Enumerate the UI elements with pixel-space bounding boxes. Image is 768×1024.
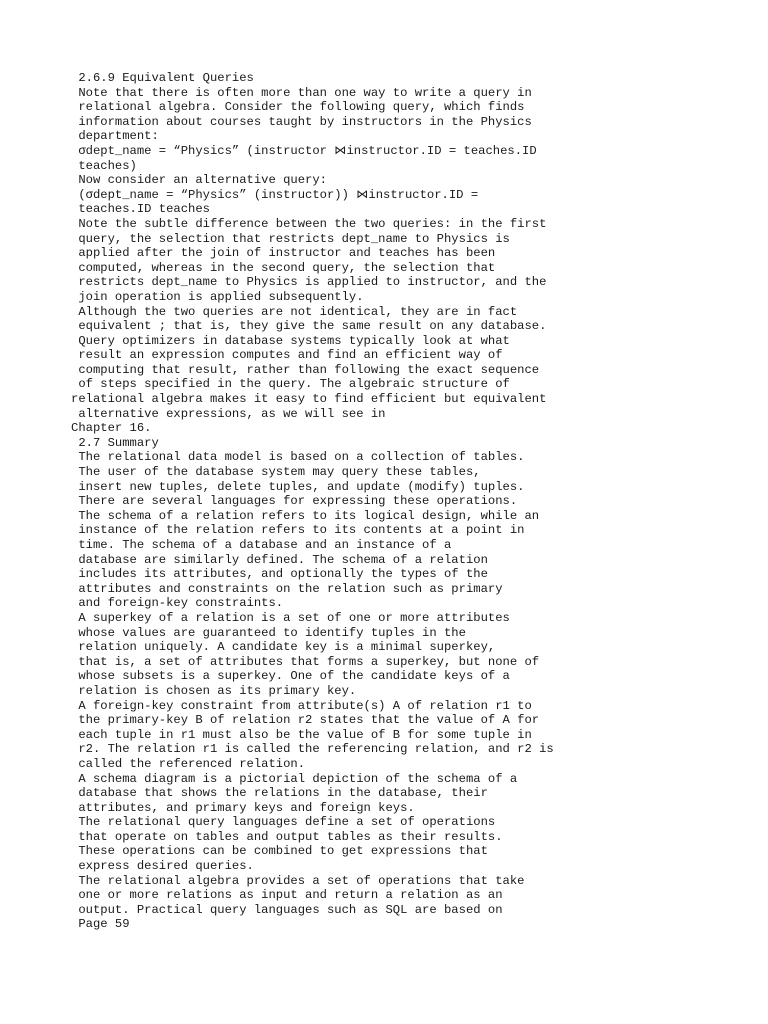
text-line: result an expression computes and find an efficient way of <box>71 348 503 363</box>
text-line: database that shows the relations in the database, their <box>71 786 488 801</box>
text-line: restricts dept_name to Physics is applied to instructor, and the <box>71 275 547 290</box>
text-line: A foreign-key constraint from attribute(s) A of relation r1 to <box>71 698 532 713</box>
text-line: These operations can be combined to get expressions that <box>71 844 488 859</box>
text-line: relation uniquely. A candidate key is a minimal superkey, <box>71 640 496 655</box>
text-line: computed, whereas in the second query, the selection that <box>71 260 496 275</box>
text-line: Note that there is often more than one way to write a query in <box>71 85 532 100</box>
text-line: that operate on tables and output tables as their results. <box>71 829 503 844</box>
text-line: called the referenced relation. <box>71 756 306 771</box>
text-line: The relational algebra provides a set of operations that take <box>71 873 525 888</box>
text-line: applied after the join of instructor and teaches has been <box>71 246 496 261</box>
text-line: Although the two queries are not identical, they are in fact <box>71 304 518 319</box>
text-line: teaches.ID teaches <box>71 202 210 217</box>
text-line: query, the selection that restricts dept_name to Physics is <box>71 231 510 246</box>
text-line: (σdept_name = “Physics” (instructor)) ⋈instructor.ID = <box>71 187 479 202</box>
document-page <box>71 71 671 932</box>
text-line: The user of the database system may query these tables, <box>71 465 481 480</box>
text-line: whose values are guaranteed to identify tuples in the <box>71 625 466 640</box>
text-line: Now consider an alternative query: <box>71 173 327 188</box>
text-line: whose subsets is a superkey. One of the candidate keys of a <box>71 669 510 684</box>
text-line: attributes, and primary keys and foreign keys. <box>71 800 415 815</box>
text-line: insert new tuples, delete tuples, and update (modify) tuples. <box>71 479 525 494</box>
text-line: Chapter 16. <box>71 421 152 436</box>
text-line: express desired queries. <box>71 859 254 874</box>
text-line: Note the subtle difference between the two queries: in the first <box>71 216 547 231</box>
text-line: The relational data model is based on a collection of tables. <box>71 450 525 465</box>
text-line: 2.6.9 Equivalent Queries <box>71 71 254 85</box>
text-line: relational algebra. Consider the following query, which finds <box>71 100 525 115</box>
text-line: equivalent ; that is, they give the same result on any database. <box>71 319 547 334</box>
text-line: of steps specified in the query. The algebraic structure of <box>71 377 510 392</box>
text-line: 2.7 Summary <box>71 435 159 450</box>
text-line: and foreign-key constraints. <box>71 596 284 611</box>
text-line: the primary-key B of relation r2 states that the value of A for <box>71 713 540 728</box>
text-line: The schema of a relation refers to its logical design, while an <box>71 508 540 523</box>
text-line: A superkey of a relation is a set of one or more attributes <box>71 610 510 625</box>
text-line: department: <box>71 129 159 144</box>
text-line: teaches) <box>71 158 137 173</box>
text-line: There are several languages for expressing these operations. <box>71 494 518 509</box>
text-line: alternative expressions, as we will see in <box>71 406 386 421</box>
text-line: time. The schema of a database and an instance of a <box>71 538 452 552</box>
text-line: computing that result, rather than following the exact sequence <box>71 362 540 377</box>
text-line: database are similarly defined. The schema of a relation <box>71 552 488 567</box>
text-line: The relational query languages define a set of operations <box>71 815 496 830</box>
text-line: r2. The relation r1 is called the referencing relation, and r2 is <box>71 742 554 757</box>
text-line: includes its attributes, and optionally the types of the <box>71 567 488 582</box>
text-line: each tuple in r1 must also be the value of B for some tuple in <box>71 727 532 742</box>
text-line: relation is chosen as its primary key. <box>71 683 357 698</box>
text-line: information about courses taught by instructors in the Physics <box>71 114 532 129</box>
text-line: that is, a set of attributes that forms a superkey, but none of <box>71 654 540 669</box>
text-line: join operation is applied subsequently. <box>71 289 364 304</box>
text-line: relational algebra makes it easy to find efficient but equivalent <box>71 392 547 407</box>
text-line: A schema diagram is a pictorial depiction of the schema of a <box>71 771 518 786</box>
text-line: output. Practical query languages such as SQL are based on <box>71 902 503 917</box>
text-line: Page 59 <box>71 917 130 932</box>
text-line: Query optimizers in database systems typically look at what <box>71 333 510 348</box>
text-line: instance of the relation refers to its contents at a point in <box>71 523 525 538</box>
text-line: σdept_name = “Physics” (instructor ⋈instructor.ID = teaches.ID <box>71 143 537 158</box>
text-line: one or more relations as input and return a relation as an <box>71 888 503 903</box>
text-line: attributes and constraints on the relation such as primary <box>71 581 503 596</box>
